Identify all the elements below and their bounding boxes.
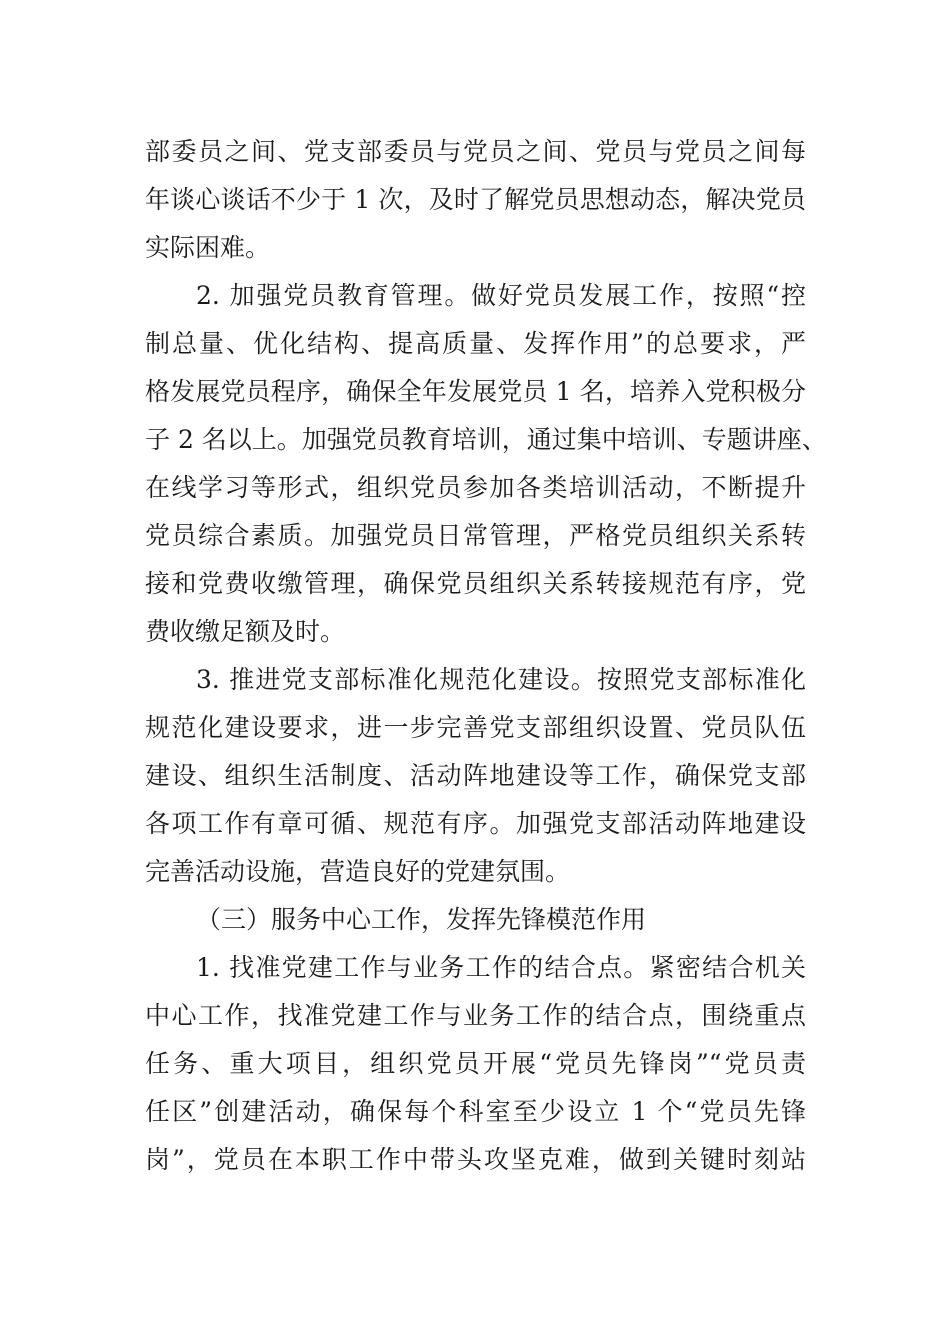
text-line-13: 规范化建设要求，进一步完善党支部组织设置、党员队伍 [145, 713, 806, 742]
text-line-15: 各项工作有章可循、规范有序。加强党支部活动阵地建设 [145, 809, 806, 838]
text-line-7: 子 2 名以上。加强党员教育培训，通过集中培训、专题讲座、 [145, 425, 827, 454]
section-heading: （三）服务中心工作，发挥先锋模范作用 [196, 905, 647, 934]
text-line-6: 格发展党员程序，确保全年发展党员 1 名，培养入党积极分 [145, 377, 806, 406]
text-line-5: 制总量、优化结构、提高质量、发挥作用”的总要求，严 [145, 329, 806, 358]
text-line-18: 1. 找准党建工作与业务工作的结合点。紧密结合机关 [196, 953, 806, 982]
text-line-3: 实际困难。 [145, 233, 271, 262]
text-line-22: 岗”，党员在本职工作中带头攻坚克难，做到关键时刻站 [145, 1145, 806, 1174]
text-line-9: 党员综合素质。加强党员日常管理，严格党员组织关系转 [145, 521, 806, 550]
text-line-20: 任务、重大项目，组织党员开展“党员先锋岗”“党员责 [145, 1049, 806, 1078]
text-line-8: 在线学习等形式，组织党员参加各类培训活动，不断提升 [145, 473, 806, 502]
text-line-12: 3. 推进党支部标准化规范化建设。按照党支部标准化 [196, 665, 806, 694]
text-line-2: 年谈心谈话不少于 1 次，及时了解党员思想动态，解决党员 [145, 185, 806, 214]
text-line-11: 费收缴足额及时。 [145, 617, 346, 646]
text-line-1: 部委员之间、党支部委员与党员之间、党员与党员之间每 [145, 137, 806, 166]
text-line-10: 接和党费收缴管理，确保党员组织关系转接规范有序，党 [145, 569, 806, 598]
text-line-14: 建设、组织生活制度、活动阵地建设等工作，确保党支部 [145, 761, 806, 790]
text-line-4: 2. 加强党员教育管理。做好党员发展工作，按照“控 [196, 281, 806, 310]
text-line-21: 任区”创建活动，确保每个科室至少设立 1 个“党员先锋 [145, 1097, 806, 1126]
text-line-16: 完善活动设施，营造良好的党建氛围。 [145, 857, 571, 886]
text-line-19: 中心工作，找准党建工作与业务工作的结合点，围绕重点 [145, 1001, 806, 1030]
